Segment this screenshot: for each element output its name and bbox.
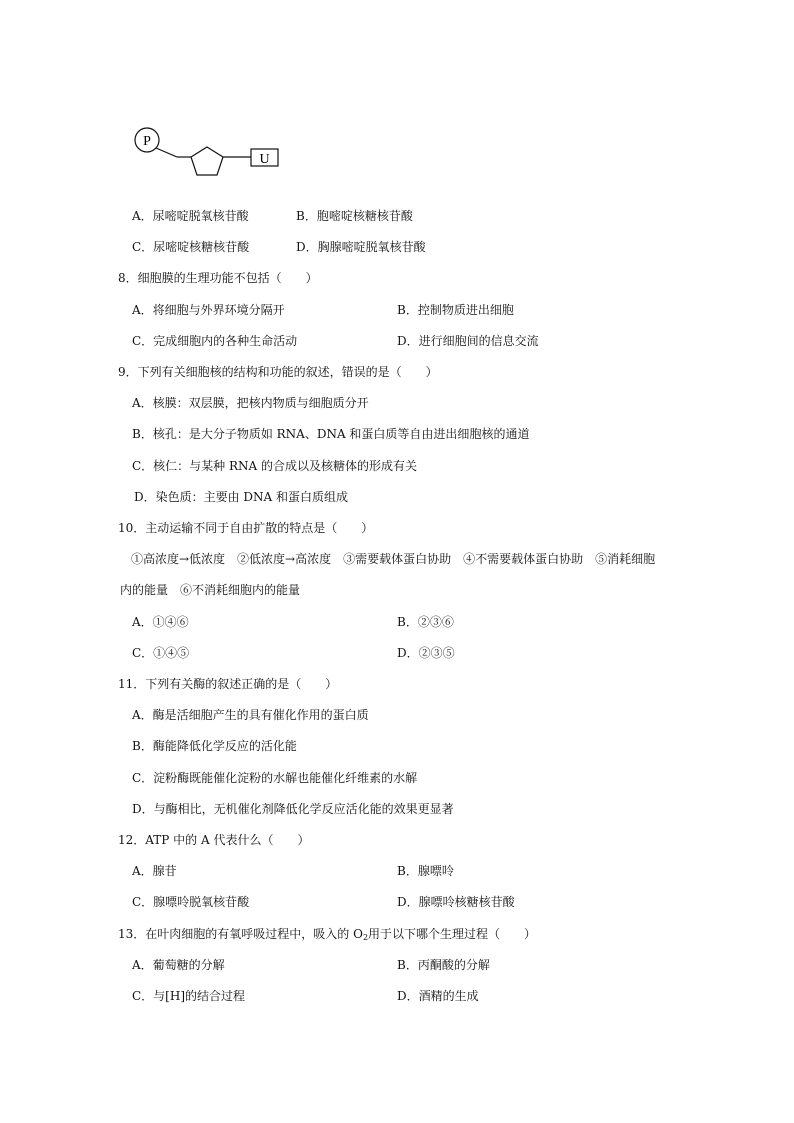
q12-option-d: D．腺嘌呤核糖核苷酸 [397, 895, 515, 909]
phosphate-bond [156, 148, 177, 157]
q11-option-d: D．与酶相比，无机催化剂降低化学反应活化能的效果更显著 [132, 802, 454, 816]
nucleotide-diagram [125, 120, 290, 185]
q7-option-a: A．尿嘧啶脱氧核苷酸 [132, 209, 249, 223]
q12-option-a: A．腺苷 [132, 864, 177, 878]
q13-option-c: C．与[H]的结合过程 [132, 989, 246, 1003]
q10-stem: 10．主动运输不同于自由扩散的特点是（ ） [118, 521, 374, 535]
q12-option-b: B．腺嘌呤 [397, 864, 454, 878]
q12-stem: 12．ATP 中的 A 代表什么（ ） [118, 833, 310, 847]
q13-stem [118, 926, 536, 942]
q8-option-d: D．进行细胞间的信息交流 [397, 334, 539, 348]
q13-option-b: B．丙酮酸的分解 [397, 958, 490, 972]
q10-items-line1: ①高浓度→低浓度 ②低浓度→高浓度 ③需要载体蛋白协助 ④不需要载体蛋白协助 ⑤消耗细胞 [131, 552, 656, 566]
q13-option-d: D．酒精的生成 [397, 989, 479, 1003]
q8-option-c: C．完成细胞内的各种生命活动 [132, 334, 298, 348]
q11-option-b: B．酶能降低化学反应的活化能 [132, 739, 297, 753]
q10-option-c: C．①④⑤ [132, 646, 190, 660]
q9-option-a: A．核膜：双层膜，把核内物质与细胞质分开 [132, 396, 369, 410]
q10-option-d: D．②③⑤ [397, 646, 455, 660]
q8-stem: 8．细胞膜的生理功能不包括（ ） [118, 271, 318, 285]
q7-option-d: D．胸腺嘧啶脱氧核苷酸 [296, 240, 426, 254]
q13-stem-before: 13．在叶肉细胞的有氧呼吸过程中，吸入的 O [118, 927, 363, 941]
q9-option-b: B．核孔：是大分子物质如 RNA、DNA 和蛋白质等自由进出细胞核的通道 [132, 427, 530, 441]
q7-option-c: C．尿嘧啶核糖核苷酸 [132, 240, 250, 254]
q11-option-a: A．酶是活细胞产生的具有催化作用的蛋白质 [132, 708, 369, 722]
q7-option-b: B．胞嘧啶核糖核苷酸 [296, 209, 413, 223]
q11-option-c: C．淀粉酶既能催化淀粉的水解也能催化纤维素的水解 [132, 771, 418, 785]
base-label: U [259, 152, 270, 167]
q10-option-b: B．②③⑥ [397, 615, 454, 629]
q13-option-a: A．葡萄糖的分解 [132, 958, 225, 972]
q9-stem: 9．下列有关细胞核的结构和功能的叙述，错误的是（ ） [118, 365, 438, 379]
q8-option-a: A．将细胞与外界环境分隔开 [132, 303, 285, 317]
phosphate-label: P [143, 134, 151, 149]
q9-option-c: C．核仁：与某种 RNA 的合成以及核糖体的形成有关 [132, 459, 418, 473]
q13-stem-after: 用于以下哪个生理过程（ ） [368, 927, 537, 941]
q11-stem: 11．下列有关酶的叙述正确的是（ ） [118, 677, 338, 691]
q13-stem-subscript: 2 [362, 933, 369, 942]
q8-option-b: B．控制物质进出细胞 [397, 303, 514, 317]
q10-items-line2: 内的能量 ⑥不消耗细胞内的能量 [120, 583, 301, 597]
q10-option-a: A．①④⑥ [132, 615, 189, 629]
q12-option-c: C．腺嘌呤脱氧核苷酸 [132, 895, 250, 909]
pentose-ring [191, 147, 223, 175]
q9-option-d: D．染色质：主要由 DNA 和蛋白质组成 [134, 490, 349, 504]
